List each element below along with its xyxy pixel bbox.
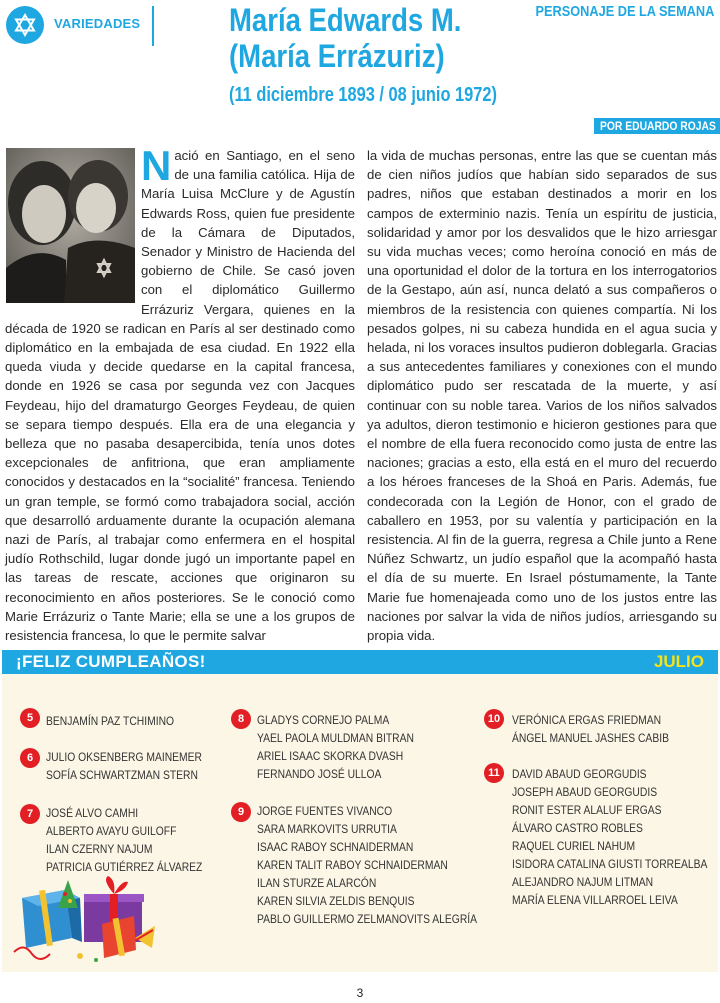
birthday-name: SOFÍA SCHWARTZMAN STERN bbox=[46, 768, 198, 782]
day-badge: 5 bbox=[20, 708, 40, 728]
day-names bbox=[46, 804, 202, 876]
birthday-name: GLADYS CORNEJO PALMA bbox=[257, 713, 390, 727]
kicker: PERSONAJE DE LA SEMANA bbox=[535, 3, 714, 20]
article-column-left bbox=[5, 142, 355, 645]
article-column-right: la vida de muchas personas, entre las que se cuentan más de cien niños judíos que habían sido separados de sus padres, niños que estaban destinados a morir en los campos de exterminio nazis. Tenía un espíritu de justicia, solidaridad y amor por los desvalidos que le hizo arriesgar su vida muchas veces; como heroína conoció en más de una oportunidad el dolor de la tortura en los interrogatorios de la Gestapo, aún así, nunca delató a sus compañeros o miembros de la resistencia con quienes compartía. Ni los pesados golpes, ni su cabeza hundida en el agua sucia y helada, ni los voraces insultos pudieron doblegarla. Gracias a sus antecedentes familiares y conexiones con el mundo diplomático pudo ser rescatada de la muerte, y así continuar con su noble tarea. Varios de los niños salvados ya adultos, dieron testimonio e hicieron gestiones para que el nombre de ella fuera reconocido como justa de entre las naciones; gracias a esto, ella está en el muro del recuerdo a los héroes franceses de la Shoá en Paris. Además, fue condecorada con la Legión de Honor, con el grado de caballero en 1953, por su valentía y participación en la resistencia. Al fin de la guerra, regresa a Chile junto a Rene Núñez Schwartz, un judío español que la acompañó hasta el día de su muerte. En Israel póstumamente, la Tante Marie fue homenajeada como uno de los justos entre las naciones por salvar la vida de niños judíos, arriesgando su propia vida. bbox=[367, 148, 717, 644]
drop-cap: N bbox=[141, 142, 172, 189]
birthday-name: ILAN CZERNY NAJUM bbox=[46, 842, 153, 856]
birthday-name: ILAN STURZE ALARCÓN bbox=[257, 876, 377, 890]
birthday-month: JULIO bbox=[653, 652, 704, 671]
day-names bbox=[257, 802, 477, 928]
birthday-name: ÁNGEL MANUEL JASHES CABIB bbox=[512, 731, 669, 745]
gift-boxes-illustration bbox=[10, 868, 160, 968]
birthday-name: BENJAMÍN PAZ TCHIMINO bbox=[46, 714, 175, 728]
life-dates: (11 diciembre 1893 / 08 junio 1972) bbox=[229, 84, 498, 106]
birthday-name: SARA MARKOVITS URRUTIA bbox=[257, 822, 397, 836]
birthday-name: ALBERTO AVAYU GUILOFF bbox=[46, 824, 177, 838]
birthday-name: YAEL PAOLA MULDMAN BITRAN bbox=[257, 731, 414, 745]
birthday-name: JOSÉ ALVO CAMHI bbox=[46, 806, 139, 820]
birthday-title: ¡FELIZ CUMPLEAÑOS! bbox=[16, 652, 206, 671]
day-badge: 11 bbox=[484, 763, 504, 783]
day-badge: 10 bbox=[484, 709, 504, 729]
day-names bbox=[257, 711, 414, 783]
page-number: 3 bbox=[356, 986, 364, 1000]
birthday-name: KAREN TALIT RABOY SCHNAIDERMAN bbox=[257, 858, 448, 872]
birthday-name: JULIO OKSENBERG MAINEMER bbox=[46, 750, 202, 764]
star-of-david-logo bbox=[6, 6, 44, 44]
birthday-name: ISIDORA CATALINA GIUSTI TORREALBA bbox=[512, 857, 708, 871]
birthday-name: ALEJANDRO NAJUM LITMAN bbox=[512, 875, 654, 889]
birthday-name: DAVID ABAUD GEORGUDIS bbox=[512, 767, 647, 781]
headline-line-1: María Edwards M. bbox=[229, 2, 462, 38]
birthday-name: PATRICIA GUTIÉRREZ ÁLVAREZ bbox=[46, 860, 203, 874]
day-names bbox=[512, 711, 669, 747]
birthday-name: JOSEPH ABAUD GEORGUDIS bbox=[512, 785, 658, 799]
birthday-name: ÁLVARO CASTRO ROBLES bbox=[512, 821, 643, 835]
birthday-name: FERNANDO JOSÉ ULLOA bbox=[257, 767, 382, 781]
birthday-name: KAREN SILVIA ZELDIS BENQUIS bbox=[257, 894, 415, 908]
headline-line-2: (María Errázuriz) bbox=[229, 38, 445, 74]
birthday-name: VERÓNICA ERGAS FRIEDMAN bbox=[512, 713, 662, 727]
birthday-name: MARÍA ELENA VILLARROEL LEIVA bbox=[512, 893, 678, 907]
day-names bbox=[46, 712, 174, 730]
day-names bbox=[512, 765, 707, 909]
birthday-name: JORGE FUENTES VIVANCO bbox=[257, 804, 393, 818]
header-divider bbox=[152, 6, 154, 46]
day-names bbox=[46, 748, 202, 784]
birthday-name: RAQUEL CURIEL NAHUM bbox=[512, 839, 636, 853]
birthday-name: PABLO GUILLERMO ZELMANOVITS ALEGRÍA bbox=[257, 912, 478, 926]
birthday-name: ARIEL ISAAC SKORKA DVASH bbox=[257, 749, 404, 763]
birthday-name: ISAAC RABOY SCHNAIDERMAN bbox=[257, 840, 414, 854]
star-of-david-icon bbox=[13, 13, 37, 37]
byline-text: POR EDUARDO ROJAS bbox=[600, 119, 716, 133]
day-badge: 9 bbox=[231, 802, 251, 822]
article-text-left: ació en Santiago, en el seno de una familia católica. Hija de María Luisa McClure y de Agustín Edwards Ross, quien fue presidente de la Cámara de Diputados, Senador y Ministro de Hacienda del gobierno de Chile. Se casó joven con el diplomático Guillermo Errázuriz Vergara, quienes en la década de 1920 se radican en París al ser destinado como diplomático en la embajada de esa ciudad. En 1922 ella queda viuda y decide quedarse en la capital francesa, donde en 1926 se casa por segunda vez con Jacques Feydeau, hijo del dramaturgo Georges Feydeau, de quien se separa tiempo después. Ella era de una elegancia y belleza que no pasaba desapercibida, tenía unos dotes excepcionales de anfitriona, que eran ampliamente conocidos y destacados en la “socialité” francesa. Teniendo un gran temple, se formó como trabajadora social, acción que desarrolló arduamente durante la ocupación alemana nazi de París, al trabajar como enfermera en el hospital judío Rothschild, lugar donde jugó un importante papel en las tareas de rescate, acciones que originaron su reconocimiento en años posteriores. Se le conoció como Marie Errázuriz o Tante Marie; ella se une a los grupos de resistencia francesa, lo que le permite salvar bbox=[5, 148, 355, 644]
section-label: VARIEDADES bbox=[54, 16, 141, 31]
photo-spacer bbox=[5, 146, 141, 304]
birthday-banner bbox=[2, 650, 718, 674]
birthday-name: RONIT ESTER ALALUF ERGAS bbox=[512, 803, 662, 817]
byline bbox=[594, 118, 720, 134]
day-badge: 6 bbox=[20, 748, 40, 768]
day-badge: 8 bbox=[231, 709, 251, 729]
day-badge: 7 bbox=[20, 804, 40, 824]
headline bbox=[229, 2, 461, 74]
